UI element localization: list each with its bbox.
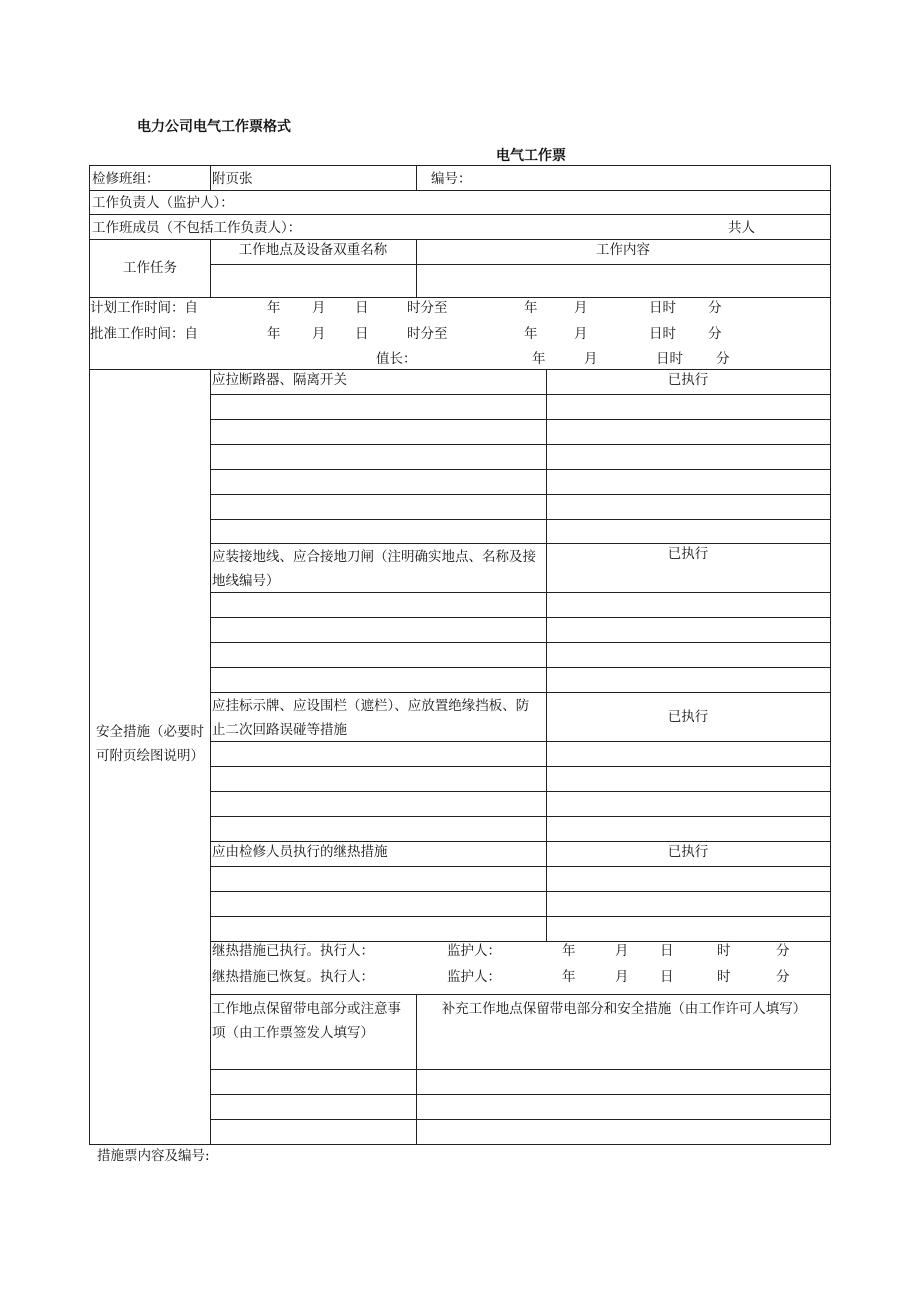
breakers-executed-header: 已执行 [667,372,709,388]
row-divider [210,766,830,767]
duty-chief-year: 年 [532,351,546,367]
task-content-header: 工作内容 [596,242,650,258]
relay-restored-year: 年 [562,969,576,985]
relay-restored-minute: 分 [776,969,790,985]
col-divider [416,994,417,1145]
planned-time-label: 计划工作时间：自 [90,300,198,316]
planned-day-hour2: 日时 [649,300,676,316]
relay-restored-label: 继热措施已恢复。执行人： [212,969,374,985]
measures-ticket-label: 措施票内容及编号: [97,1148,210,1164]
relay-done-supervisor: 监护人： [447,943,501,959]
approved-time-label: 批准工作时间：自 [90,326,198,342]
approved-month: 月 [312,326,326,342]
approved-day-hour2: 日时 [649,326,676,342]
number-label: 编号： [431,171,472,187]
row-divider [210,264,830,265]
approved-day: 日 [355,326,369,342]
team-label: 检修班组： [92,171,160,187]
supplement-label: 补充工作地点保留带电部分和安全措施（由工作许可人填写） [441,1001,807,1017]
row-divider [90,369,830,370]
row-divider [210,1094,830,1095]
approved-month2: 月 [574,326,588,342]
planned-month: 月 [312,300,326,316]
planned-year2: 年 [524,300,538,316]
approved-year2: 年 [524,326,538,342]
relay-executed-header: 已执行 [667,844,709,860]
task-label: 工作任务 [123,260,177,276]
members-total-label: 共人 [728,220,755,236]
row-divider [210,667,830,668]
col-divider [210,369,211,1145]
relay-restored-supervisor: 监护人： [447,969,501,985]
row-divider [210,419,830,420]
row-divider [210,494,830,495]
relay-done-month: 月 [615,943,629,959]
relay-done-year: 年 [562,943,576,959]
relay-done-day: 日 [660,943,674,959]
approved-year: 年 [267,326,281,342]
relay-done-hour: 时 [717,943,731,959]
document-title: 电力公司电气工作票格式 [137,119,291,135]
row-divider [210,916,830,917]
col-divider [416,166,417,190]
grounding-label: 应装接地线、应合接地刀闸（注明确实地点、名称及接地线编号） [212,549,536,589]
row-divider [90,297,830,298]
row-divider [90,214,830,215]
relay-label: 应由检修人员执行的继热措施 [212,844,388,860]
row-divider [210,1119,830,1120]
relay-done-minute: 分 [776,943,790,959]
row-divider [210,866,830,867]
row-divider [210,994,830,995]
planned-minute2: 分 [708,300,722,316]
approved-hm-to: 时分至 [407,326,448,342]
task-location-header: 工作地点及设备双重名称 [238,242,388,258]
relay-restored-hour: 时 [717,969,731,985]
breakers-label: 应拉断路器、隔离开关 [212,372,347,388]
planned-hm-to: 时分至 [407,300,448,316]
row-divider [210,469,830,470]
approved-minute2: 分 [708,326,722,342]
col-divider [210,166,211,190]
row-divider [210,444,830,445]
relay-done-label: 继热措施已执行。执行人： [212,943,374,959]
safety-measures-label: 安全措施（必要时可附页绘图说明） [96,724,204,764]
leader-label: 工作负责人（监护人）： [92,195,234,211]
row-divider [210,692,830,693]
duty-chief-month: 月 [584,351,598,367]
work-ticket-form [89,165,831,1145]
signs-executed-header: 已执行 [667,709,709,725]
row-divider [210,519,830,520]
attached-pages-label: 附页张 [212,171,253,187]
members-label: 工作班成员（不包括工作负责人）： [92,220,302,236]
duty-chief-minute: 分 [716,351,730,367]
row-divider [210,617,830,618]
live-parts-label: 工作地点保留带电部分或注意事项（由工作票签发人填写） [212,1001,401,1041]
signs-label: 应挂标示牌、应设围栏（遮栏）、应放置绝缘挡板、防止二次回路误碰等措施 [212,698,530,738]
duty-chief-label: 值长： [376,351,417,367]
row-divider [210,791,830,792]
row-divider [210,543,830,544]
row-divider [210,841,830,842]
row-divider [210,1069,830,1070]
row-divider [90,239,830,240]
planned-day: 日 [355,300,369,316]
row-divider [210,891,830,892]
planned-year: 年 [267,300,281,316]
row-divider [210,394,830,395]
relay-restored-day: 日 [660,969,674,985]
row-divider [210,816,830,817]
form-title: 电气工作票 [496,148,566,164]
duty-chief-day-hour: 日时 [656,351,683,367]
row-divider [210,642,830,643]
planned-month2: 月 [574,300,588,316]
row-divider [90,190,830,191]
row-divider [210,941,830,942]
relay-restored-month: 月 [615,969,629,985]
grounding-executed-header: 已执行 [667,546,709,562]
